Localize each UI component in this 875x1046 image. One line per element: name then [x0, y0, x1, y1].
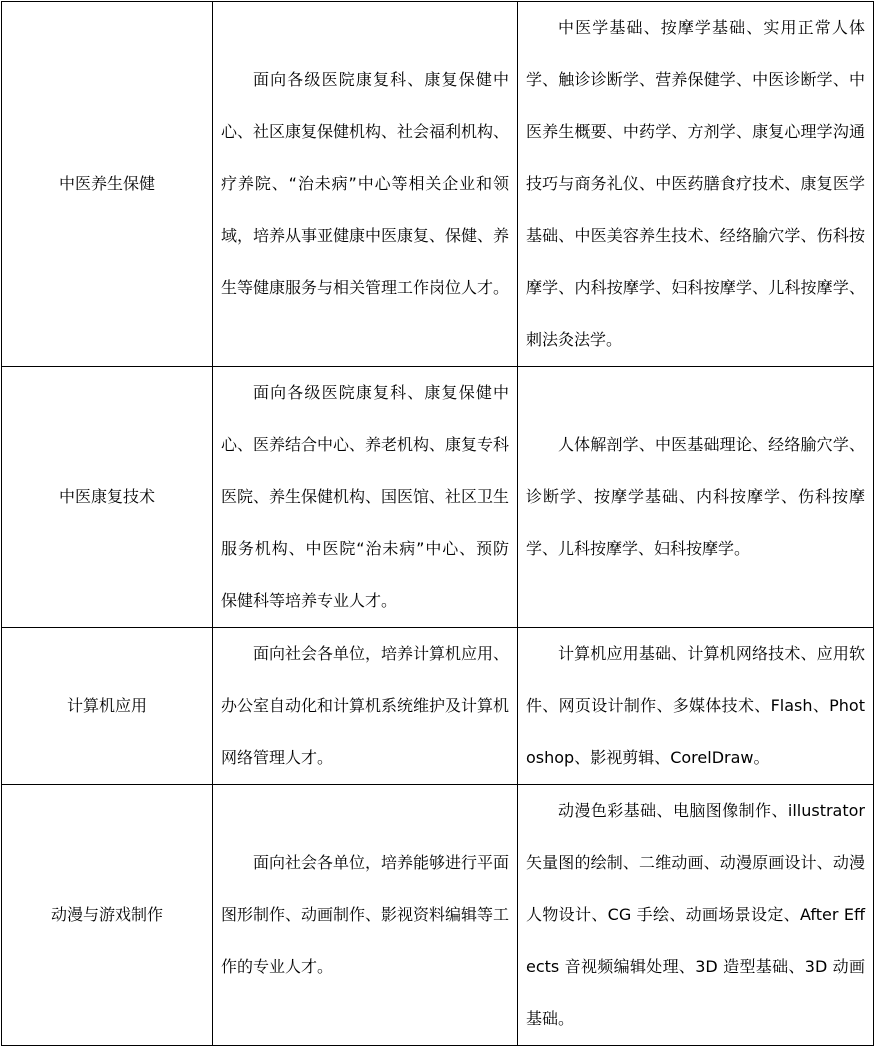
major-name: 中医康复技术	[2, 367, 213, 628]
core-courses: 计算机应用基础、计算机网络技术、应用软件、网页设计制作、多媒体技术、Flash、Photoshop、影视剪辑、CorelDraw。	[518, 628, 874, 785]
major-name: 计算机应用	[2, 628, 213, 785]
employment-orientation: 面向各级医院康复科、康复保健中心、社区康复保健机构、社会福利机构、疗养院、“治未病”中心等相关企业和领域，培养从事亚健康中医康复、保健、养生等健康服务与相关管理工作岗位人才。	[213, 2, 518, 367]
major-name: 中医养生保健	[2, 2, 213, 367]
employment-orientation: 面向社会各单位，培养计算机应用、办公室自动化和计算机系统维护及计算机网络管理人才。	[213, 628, 518, 785]
employment-orientation: 面向社会各单位，培养能够进行平面图形制作、动画制作、影视资料编辑等工作的专业人才。	[213, 785, 518, 1046]
core-courses: 人体解剖学、中医基础理论、经络腧穴学、诊断学、按摩学基础、内科按摩学、伤科按摩学、儿科按摩学、妇科按摩学。	[518, 367, 874, 628]
table-row	[2, 2, 874, 367]
table-row	[2, 785, 874, 1046]
major-name: 动漫与游戏制作	[2, 785, 213, 1046]
majors-table	[1, 1, 874, 1046]
core-courses: 中医学基础、按摩学基础、实用正常人体学、触诊诊断学、营养保健学、中医诊断学、中医养生概要、中药学、方剂学、康复心理学沟通技巧与商务礼仪、中医药膳食疗技术、康复医学基础、中医美容养生技术、经络腧穴学、伤科按摩学、内科按摩学、妇科按摩学、儿科按摩学、刺法灸法学。	[518, 2, 874, 367]
table-row	[2, 367, 874, 628]
employment-orientation: 面向各级医院康复科、康复保健中心、医养结合中心、养老机构、康复专科医院、养生保健机构、国医馆、社区卫生服务机构、中医院“治未病”中心、预防保健科等培养专业人才。	[213, 367, 518, 628]
core-courses: 动漫色彩基础、电脑图像制作、illustrator 矢量图的绘制、二维动画、动漫原画设计、动漫人物设计、CG 手绘、动画场景设定、After Effects 音视频编辑处理、3D 造型基础、3D 动画基础。	[518, 785, 874, 1046]
table-row	[2, 628, 874, 785]
